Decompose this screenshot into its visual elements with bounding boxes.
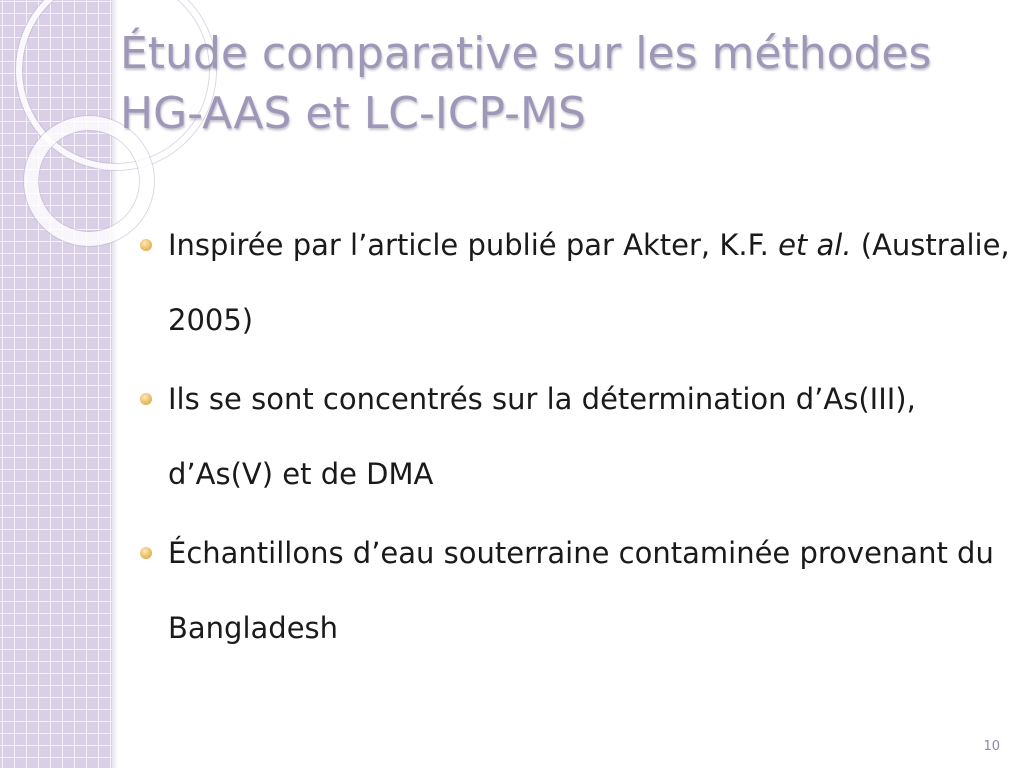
bullet-dot-icon [140,547,152,559]
bullet-dot-icon [140,239,152,251]
bullet-text-1a: Inspirée par l’article publié par Akter, K.F. [168,228,779,262]
bullet-item-3 [132,516,1012,666]
bullet-text-1b: (Australie, 2005) [168,228,1010,337]
bullet-item-2 [132,362,1012,512]
bullet-item-1 [132,208,1012,358]
bullet-list [132,208,1012,670]
slide-title: Étude comparative sur les méthodes HG-AAS et LC-ICP-MS [120,28,932,139]
bullet-text-2: Ils se sont concentrés sur la détermination d’As(III), d’As(V) et de DMA [168,382,916,491]
bullet-text-3: Échantillons d’eau souterraine contaminée provenant du Bangladesh [168,536,994,645]
bullet-dot-icon [140,393,152,405]
page-number: 10 [983,739,1000,754]
bullet-text-1-italic: et al. [778,228,852,262]
